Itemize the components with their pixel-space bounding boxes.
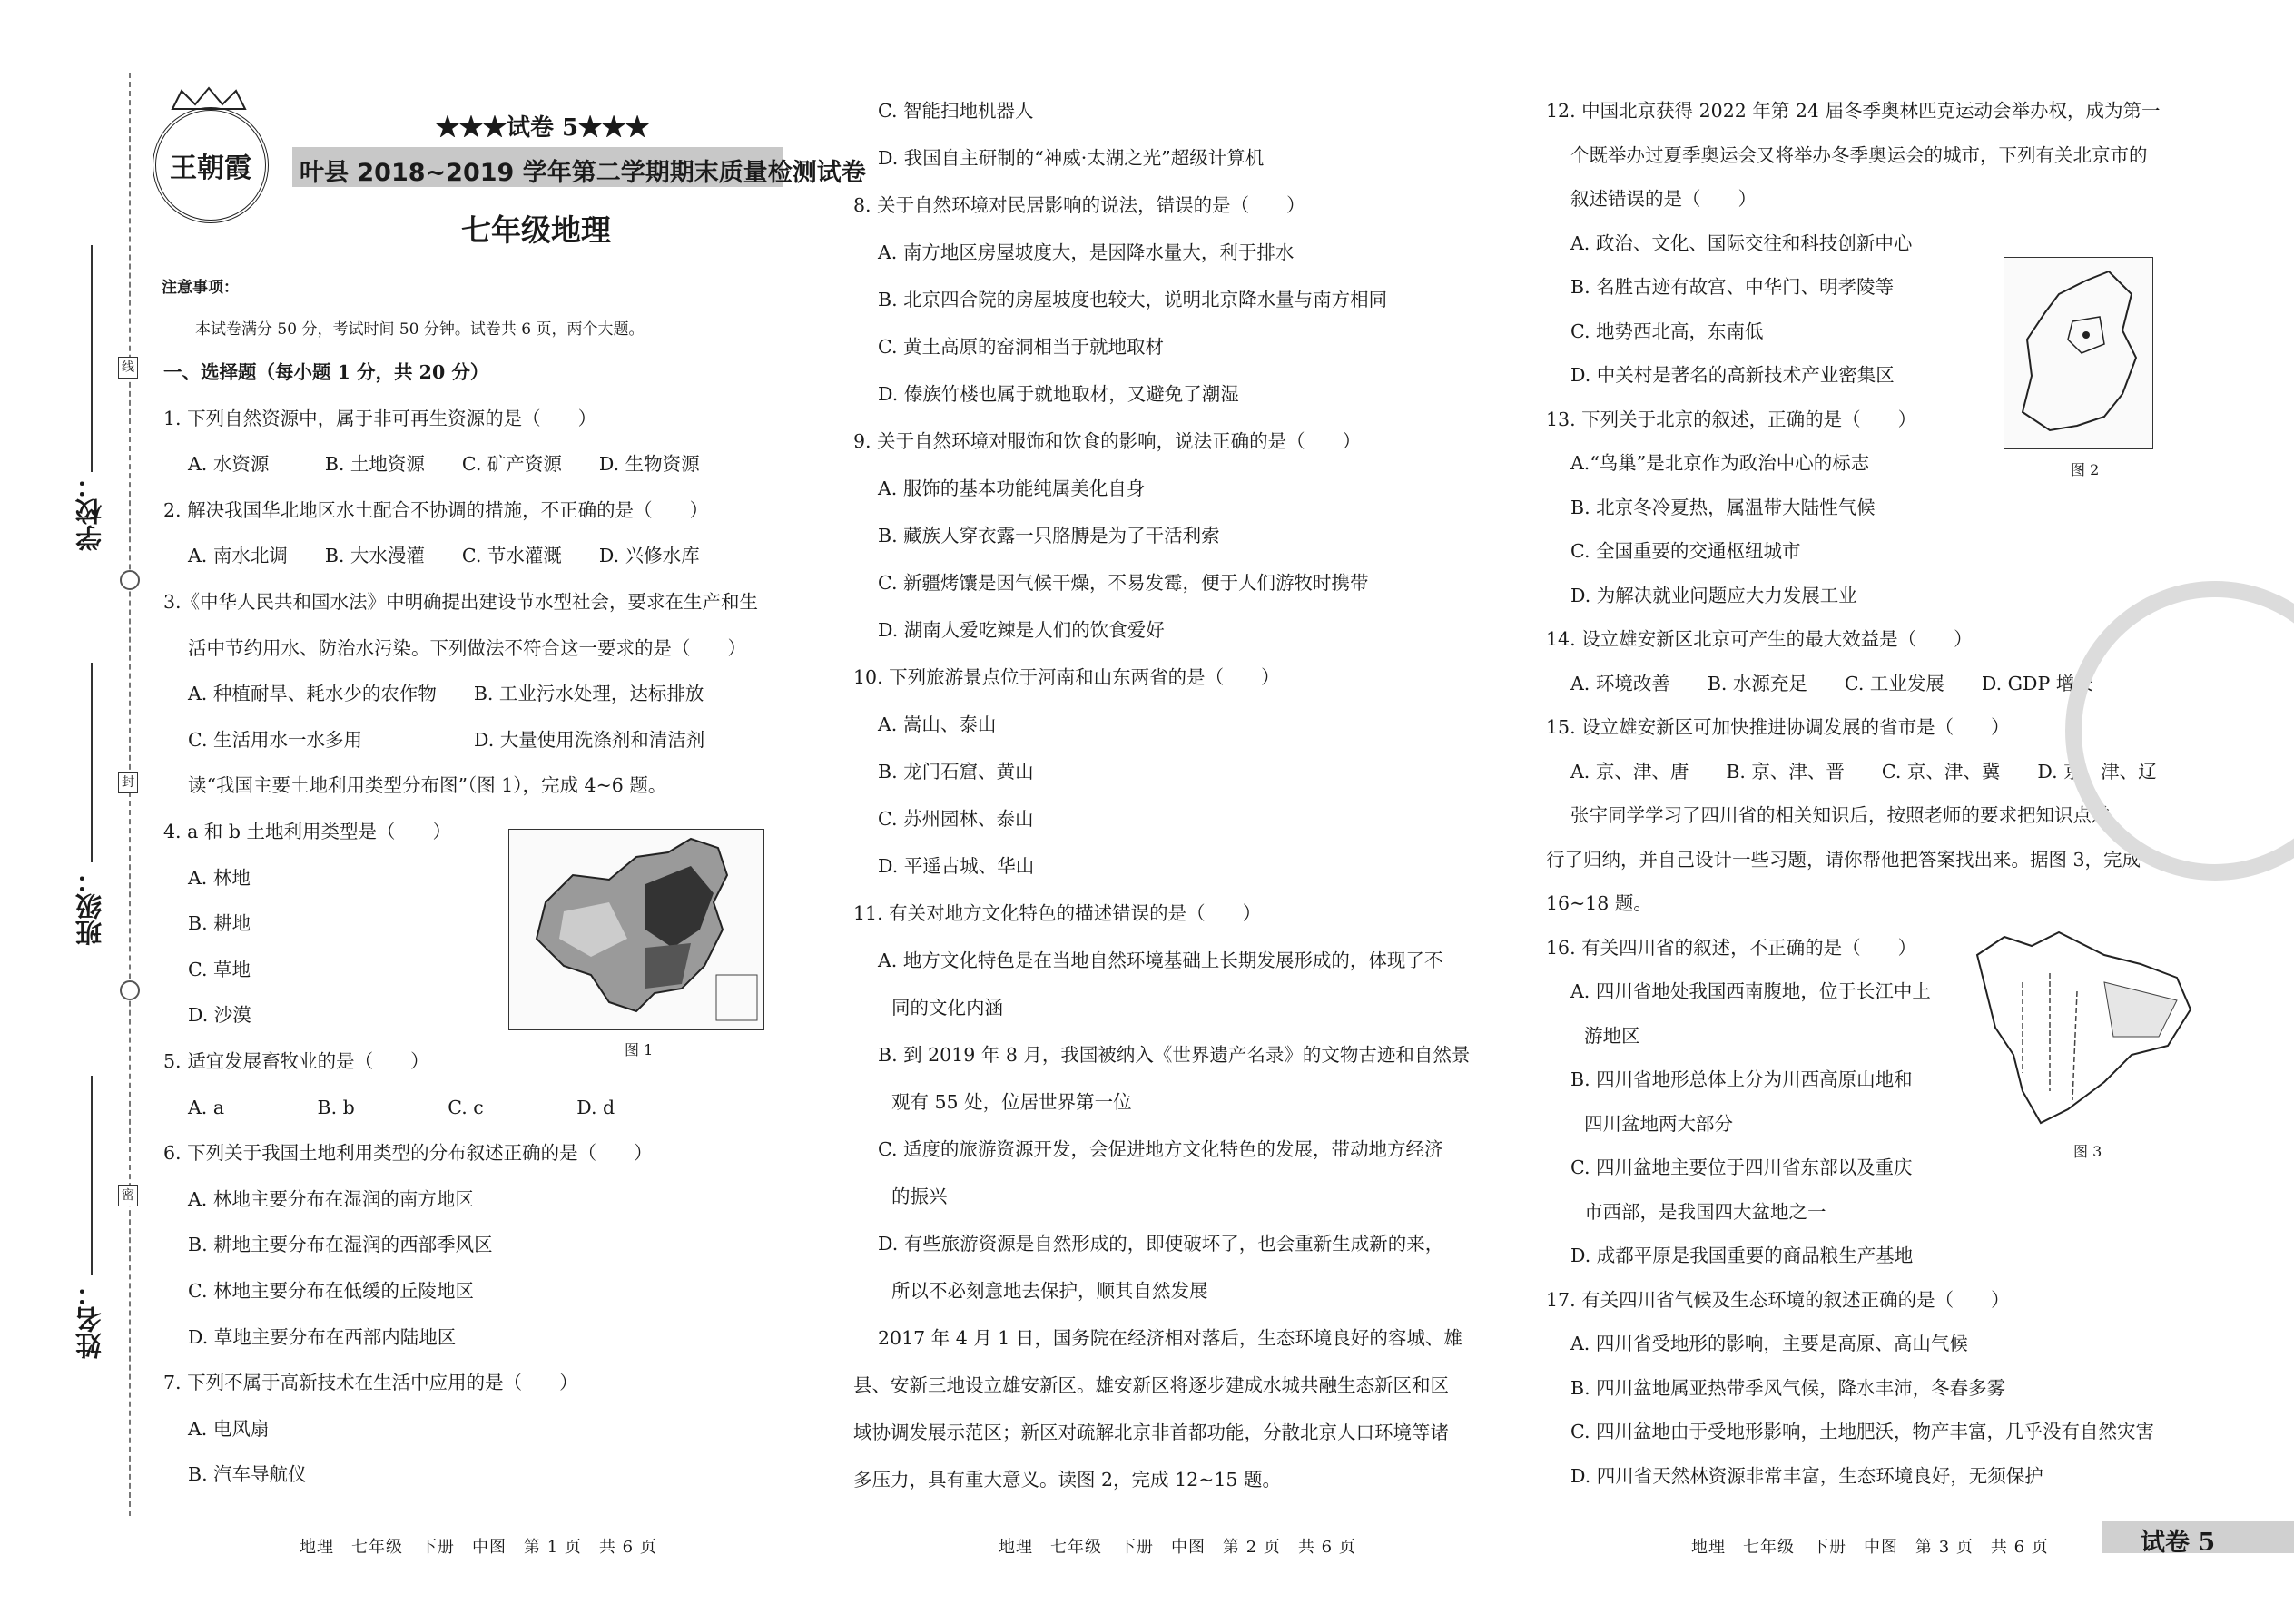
question-line: B. 四川省地形总体上分为川西高原山地和: [1570, 1068, 1913, 1090]
seal-mark: 密: [118, 1185, 138, 1206]
question-line: A. 政治、文化、国际交往和科技创新中心: [1570, 231, 1913, 254]
binding-hole: [120, 980, 140, 1000]
china-map-icon: [509, 830, 763, 1029]
question-line: 游地区: [1584, 1024, 1640, 1047]
question-line: D. 沙漠: [188, 1004, 251, 1027]
question-line: B. 北京冬冷夏热，属温带大陆性气候: [1570, 496, 1876, 518]
question-line: 16. 有关四川省的叙述，不正确的是（ ）: [1546, 936, 1917, 959]
class-label: 班级：: [74, 867, 105, 946]
class-field-line[interactable]: [91, 663, 93, 862]
school-field-line[interactable]: [91, 245, 93, 472]
question-line: 市西部，是我国四大盆地之一: [1584, 1200, 1826, 1223]
question-line: 县、安新三地设立雄安新区。雄安新区将逐步建成水城共融生态新区和区: [853, 1374, 1449, 1396]
figure-2-caption: 图 2: [2071, 461, 2100, 478]
question-line: A. 水资源 B. 土地资源 C. 矿产资源 D. 生物资源: [188, 453, 700, 476]
question-line: C. 地势西北高，东南低: [1570, 320, 1764, 342]
question-line: B. 藏族人穿衣露一只胳膊是为了干活利索: [878, 525, 1220, 546]
question-line: D. 草地主要分布在西部内陆地区: [188, 1325, 457, 1348]
question-line: 活中节约用水、防治水污染。下列做法不符合这一要求的是（ ）: [188, 636, 746, 659]
question-line: 3.《中华人民共和国水法》中明确提出建设节水型社会，要求在生产和生: [163, 591, 759, 613]
question-line: 17. 有关四川省气候及生态环境的叙述正确的是（ ）: [1546, 1288, 2010, 1311]
exam-title: 叶县 2018~2019 学年第二学期期末质量检测试卷: [300, 159, 866, 187]
question-line: 4. a 和 b 土地利用类型是（ ）: [163, 821, 451, 842]
question-line: 读“我国主要土地利用类型分布图”（图 1），完成 4~6 题。: [188, 774, 667, 797]
question-line: 的振兴: [891, 1186, 948, 1207]
question-line: B. 耕地: [188, 912, 251, 935]
question-line: C. 智能扫地机器人: [878, 100, 1034, 122]
question-line: A. 四川省受地形的影响，主要是高原、高山气候: [1570, 1333, 1968, 1354]
logo: [153, 107, 269, 223]
question-line: 1. 下列自然资源中，属于非可再生资源的是（ ）: [163, 407, 597, 429]
question-line: A. 林地: [188, 866, 251, 889]
question-line: A. 嵩山、泰山: [878, 714, 997, 735]
question-line: 观有 55 处，位居世界第一位: [891, 1091, 1132, 1113]
paper-tag: ★★★试卷 5★★★: [436, 114, 650, 142]
question-line: B. 北京四合院的房屋坡度也较大，说明北京降水量与南方相同: [878, 289, 1388, 310]
question-line: 个既举办过夏季奥运会又将举办冬季奥运会的城市，下列有关北京市的: [1570, 143, 2148, 166]
question-line: 同的文化内涵: [891, 997, 1003, 1019]
question-line: C. 四川盆地由于受地形影响，土地肥沃，物产丰富，几乎没有自然灾害: [1570, 1421, 2154, 1442]
question-line: A. 环境改善 B. 水源充足 C. 工业发展 D. GDP 增长: [1570, 672, 2093, 694]
question-line: D. 我国自主研制的“神威·太湖之光”超级计算机: [878, 147, 1265, 169]
footer-page-1: 地理 七年级 下册 中图 第 1 页 共 6 页: [300, 1538, 657, 1557]
sichuan-map-icon: [1968, 928, 2195, 1132]
question-line: 所以不必刻意地去保护，顺其自然发展: [891, 1280, 1208, 1302]
figure-3-sichuan-map: [1968, 928, 2195, 1132]
question-line: C. 黄土高原的窑洞相当于就地取材: [878, 336, 1164, 358]
question-line: 6. 下列关于我国土地利用类型的分布叙述正确的是（ ）: [163, 1142, 653, 1165]
question-line: D. 平遥古城、华山: [878, 855, 1035, 877]
name-field-line[interactable]: [91, 1076, 93, 1275]
question-line: 16~18 题。: [1546, 892, 1652, 914]
question-line: D. 四川省天然林资源非常丰富，生态环境良好，无须保护: [1570, 1464, 2043, 1487]
question-line: C. 适度的旅游资源开发，会促进地方文化特色的发展，带动地方经济: [878, 1138, 1443, 1160]
question-line: B. 龙门石窟、黄山: [878, 761, 1034, 782]
question-line: 14. 设立雄安新区北京可产生的最大效益是（ ）: [1546, 628, 1973, 650]
question-line: A. 林地主要分布在湿润的南方地区: [188, 1187, 474, 1210]
question-line: C. 生活用水一水多用 D. 大量使用洗涤剂和清洁剂: [188, 728, 705, 751]
question-line: 四川盆地两大部分: [1584, 1112, 1733, 1135]
question-line: A.“鸟巢”是北京作为政治中心的标志: [1570, 452, 1870, 474]
school-label: 学校：: [74, 472, 105, 551]
question-line: 2017 年 4 月 1 日，国务院在经济相对落后，生态环境良好的容城、雄: [878, 1327, 1462, 1349]
question-line: 15. 设立雄安新区可加快推进协调发展的省市是（ ）: [1546, 716, 2010, 738]
figure-2-beijing-region-map: [2004, 257, 2153, 449]
question-line: B. 名胜古迹有故宫、中华门、明孝陵等: [1570, 276, 1895, 298]
figure-3-caption: 图 3: [2073, 1143, 2102, 1160]
figure-1-caption: 图 1: [625, 1041, 654, 1058]
question-line: 行了归纳，并自己设计一些习题，请你帮他把答案找出来。据图 3，完成: [1546, 848, 2141, 871]
question-line: A. 南方地区房屋坡度大，是因降水量大，利于排水: [878, 241, 1295, 263]
name-label: 姓名：: [74, 1280, 105, 1359]
question-line: C. 四川盆地主要位于四川省东部以及重庆: [1570, 1156, 1913, 1178]
question-line: C. 新疆烤馕是因气候干燥，不易发霉，便于人们游牧时携带: [878, 572, 1369, 594]
question-line: D. 湖南人爱吃辣是人们的饮食爱好: [878, 619, 1165, 641]
question-line: 5. 适宜发展畜牧业的是（ ）: [163, 1050, 429, 1072]
question-line: 一、选择题（每小题 1 分，共 20 分）: [163, 361, 489, 383]
paper-number: 试卷 5: [2141, 1529, 2216, 1557]
question-line: A. 地方文化特色是在当地自然环境基础上长期发展形成的，体现了不: [878, 950, 1443, 971]
question-line: A. 电风扇: [188, 1417, 270, 1440]
footer-page-3: 地理 七年级 下册 中图 第 3 页 共 6 页: [1691, 1538, 2049, 1557]
cut-line: [129, 73, 131, 1516]
question-line: B. 到 2019 年 8 月，我国被纳入《世界遗产名录》的文物古迹和自然景: [878, 1044, 1471, 1066]
question-line: A. a B. b C. c D. d: [188, 1096, 615, 1118]
binding-hole: [120, 570, 140, 590]
question-line: D. 为解决就业问题应大力发展工业: [1570, 584, 1857, 606]
question-line: 域协调发展示范区；新区对疏解北京非首都功能，分散北京人口环境等诸: [853, 1422, 1449, 1443]
question-line: A. 京、津、唐 B. 京、津、晋 C. 京、津、冀 D. 京、津、辽: [1570, 760, 2157, 782]
question-line: 12. 中国北京获得 2022 年第 24 届冬季奥林匹克运动会举办权，成为第一: [1546, 100, 2161, 122]
question-line: 张宇同学学习了四川省的相关知识后，按照老师的要求把知识点进: [1570, 804, 2111, 826]
watermark-stamp: [2065, 581, 2294, 881]
question-line: D. 傣族竹楼也属于就地取材，又避免了潮湿: [878, 383, 1239, 405]
question-line: 8. 关于自然环境对民居影响的说法，错误的是（ ）: [853, 194, 1305, 216]
subject-title: 七年级地理: [461, 212, 611, 248]
question-line: 多压力，具有重大意义。读图 2，完成 12~15 题。: [853, 1469, 1281, 1491]
question-line: B. 四川盆地属亚热带季风气候，降水丰沛，冬春多雾: [1570, 1376, 2006, 1399]
question-line: D. 有些旅游资源是自然形成的，即使破坏了，也会重新生成新的来，: [878, 1233, 1444, 1255]
question-line: 11. 有关对地方文化特色的描述错误的是（ ）: [853, 902, 1262, 924]
question-line: C. 林地主要分布在低缓的丘陵地区: [188, 1280, 474, 1302]
seal-mark: 线: [118, 357, 138, 379]
seal-mark: 封: [118, 772, 138, 793]
figure-1-china-land-use-map: [508, 829, 764, 1030]
question-line: C. 苏州园林、泰山: [878, 808, 1034, 830]
footer-page-2: 地理 七年级 下册 中图 第 2 页 共 6 页: [999, 1538, 1356, 1557]
question-line: 13. 下列关于北京的叙述，正确的是（ ）: [1546, 408, 1917, 430]
question-line: B. 汽车导航仪: [188, 1463, 307, 1486]
question-line: C. 全国重要的交通枢纽城市: [1570, 540, 1801, 562]
logo-text: 王朝霞: [170, 153, 251, 184]
question-line: D. 中关村是著名的高新技术产业密集区: [1570, 364, 1895, 386]
question-line: A. 服饰的基本功能纯属美化自身: [878, 477, 1146, 499]
crown-icon: [163, 86, 254, 113]
question-line: C. 草地: [188, 958, 251, 980]
question-line: 7. 下列不属于高新技术在生活中应用的是（ ）: [163, 1372, 578, 1394]
question-line: A. 南水北调 B. 大水漫灌 C. 节水灌溉 D. 兴修水库: [188, 545, 700, 567]
question-line: B. 耕地主要分布在湿润的西部季风区: [188, 1234, 493, 1256]
question-line: 10. 下列旅游景点位于河南和山东两省的是（ ）: [853, 666, 1280, 688]
question-line: 2. 解决我国华北地区水土配合不协调的措施，不正确的是（ ）: [163, 498, 709, 521]
question-line: A. 四川省地处我国西南腹地，位于长江中上: [1570, 980, 1931, 1002]
beijing-map-icon: [2004, 258, 2152, 448]
notice-text: 本试卷满分 50 分，考试时间 50 分钟。试卷共 6 页，两个大题。: [195, 320, 645, 339]
notice-heading: 注意事项：: [162, 279, 239, 297]
question-line: A. 种植耐旱、耗水少的农作物 B. 工业污水处理，达标排放: [188, 683, 704, 705]
question-line: 9. 关于自然环境对服饰和饮食的影响，说法正确的是（ ）: [853, 430, 1362, 452]
question-line: 叙述错误的是（ ）: [1570, 188, 1757, 210]
question-line: D. 成都平原是我国重要的商品粮生产基地: [1570, 1245, 1914, 1266]
